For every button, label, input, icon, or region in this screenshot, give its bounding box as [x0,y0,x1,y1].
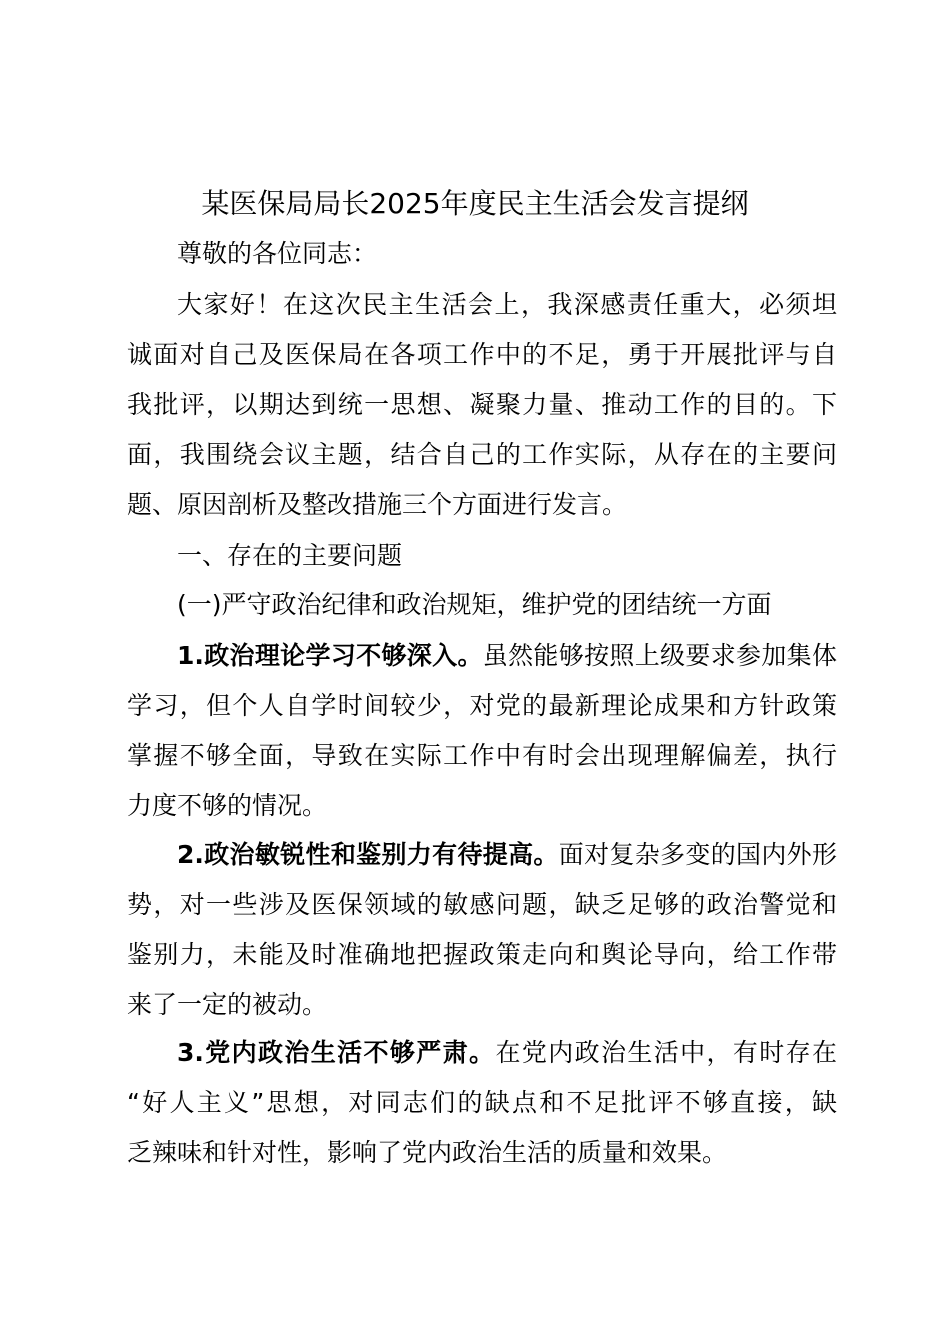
document-title: 某医保局局长2025年度民主生活会发言提纲 [201,187,749,220]
item-2-line-4: 来了一定的被动。 [127,990,328,1019]
item-3-heading: 3.党内政治生活不够严肃。 [177,1038,496,1067]
item-3-line-2: “好人主义”思想，对同志们的缺点和不足批评不够直接，缺 [127,1088,837,1117]
section-heading: 一、存在的主要问题 [177,541,403,570]
item-3-line-3: 乏辣味和针对性，影响了党内政治生活的质量和效果。 [127,1138,728,1167]
intro-line-1: 大家好！在这次民主生活会上，我深感责任重大，必须坦 [177,290,837,319]
item-3-first-line [177,1036,837,1070]
item-2-heading: 2.政治敏锐性和鉴别力有待提高。 [177,840,559,869]
item-1-line-3: 掌握不够全面，导致在实际工作中有时会出现理解偏差，执行 [127,741,837,770]
item-2-first-line [177,838,837,872]
intro-line-4: 面，我围绕会议主题，结合自己的工作实际，从存在的主要问 [127,440,837,469]
item-2-line-2: 势，对一些涉及医保领域的敏感问题，缺乏足够的政治警觉和 [127,890,837,919]
intro-line-5: 题、原因剖析及整改措施三个方面进行发言。 [127,490,628,519]
item-1-text: 虽然能够按照上级要求参加集体 [482,641,837,670]
item-1-line-4: 力度不够的情况。 [127,791,328,820]
item-3-text: 在党内政治生活中，有时存在 [495,1038,837,1067]
subsection-heading: (一)严守政治纪律和政治规矩，维护党的团结统一方面 [177,590,772,619]
salutation: 尊敬的各位同志： [177,239,378,268]
item-2-line-3: 鉴别力，未能及时准确地把握政策走向和舆论导向，给工作带 [127,940,837,969]
intro-line-3: 我批评，以期达到统一思想、凝聚力量、推动工作的目的。下 [127,390,837,419]
item-2-text: 面对复杂多变的国内外形 [558,840,837,869]
item-1-line-2: 学习，但个人自学时间较少，对党的最新理论成果和方针政策 [127,691,837,720]
item-1-first-line [177,639,837,673]
intro-line-2: 诚面对自己及医保局在各项工作中的不足，勇于开展批评与自 [127,340,837,369]
item-1-heading: 1.政治理论学习不够深入。 [177,641,483,670]
